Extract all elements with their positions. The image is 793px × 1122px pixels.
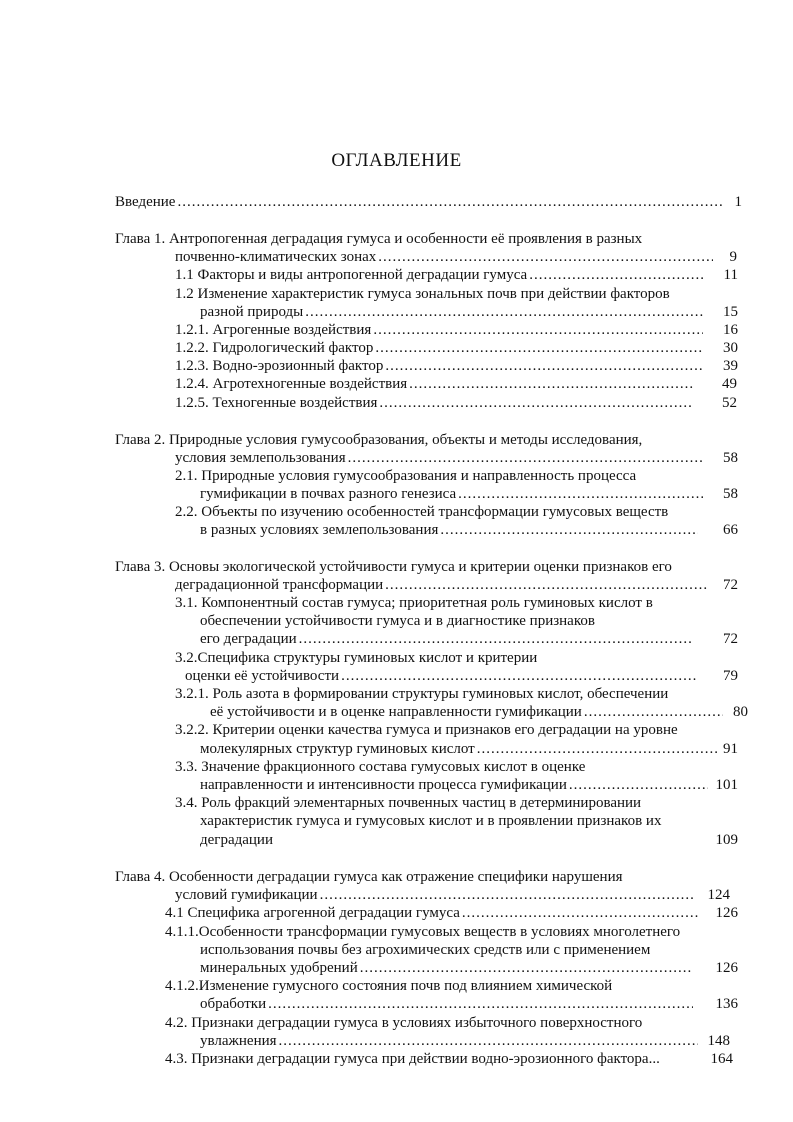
toc-entry-3-3: 3.3. Значение фракционного состава гумусовых кислот в оценке [175, 759, 586, 775]
toc-entry-2-2: 2.2. Объекты по изучению особенностей трансформации гумусовых веществ [175, 504, 669, 520]
toc-page-number: 52 [722, 395, 737, 411]
chapter-2-heading: Глава 2. Природные условия гумусообразования, объекты и методы исследования, [115, 432, 643, 448]
chapter-3-heading: Глава 3. Основы экологической устойчивости гумуса и критерии оценки признаков его [115, 559, 672, 575]
toc-entry-3-4-cont: деградации [200, 832, 273, 848]
toc-entry-4-2: 4.2. Признаки деградации гумуса в условиях избыточного поверхностного [165, 1015, 643, 1031]
toc-entry-3-1-line2: обеспечении устойчивости гумуса и в диагностике признаков [200, 613, 595, 629]
toc-entry-3-4: 3.4. Роль фракций элементарных почвенных частиц в детерминировании [175, 795, 642, 811]
chapter-4-heading-cont: условий гумификации ..... [175, 886, 695, 904]
toc-entry-1-2-3: 1.2.3. Водно-эрозионный фактор ..... [175, 357, 705, 375]
toc-page-number: 164 [710, 1051, 733, 1067]
toc-entry-4-1-2: 4.1.2.Изменение гумусного состояния почв под влиянием химической [165, 978, 613, 994]
toc-page-number: 15 [723, 304, 738, 320]
toc-page-number: 136 [715, 996, 738, 1012]
toc-entry-3-1-cont: его деградации ..... [200, 630, 695, 648]
toc-entry-1-2-2: 1.2.2. Гидрологический фактор ..... [175, 339, 705, 357]
toc-entry-3-2-2: 3.2.2. Критерии оценки качества гумуса и признаков его деградации на уровне [175, 722, 678, 738]
toc-entry-1-2-cont: разной природы ..... [200, 303, 705, 321]
toc-entry-3-2-1-cont: её устойчивости и в оценке направленности гумификации ..... [210, 703, 725, 721]
toc-entry-1-2-4: 1.2.4. Агротехногенные воздействия ..... [175, 375, 695, 393]
toc-entry-4-3: 4.3. Признаки деградации гумуса при действии водно-эрозионного фактора... [165, 1051, 660, 1067]
page-title: ОГЛАВЛЕНИЕ [331, 150, 462, 171]
toc-page-number: 39 [723, 358, 738, 374]
toc-page-number: 30 [723, 340, 738, 356]
toc-entry-label: Введение [115, 194, 176, 210]
toc-page-number: 101 [715, 777, 738, 793]
toc-page-number: 126 [715, 905, 738, 921]
toc-entry-3-2-1: 3.2.1. Роль азота в формировании структуры гуминовых кислот, обеспечении [175, 686, 669, 702]
toc-entry-4-1-1-cont: минеральных удобрений ..... [200, 959, 695, 977]
toc-page-number: 109 [715, 832, 738, 848]
toc-entry-3-1: 3.1. Компонентный состав гумуса; приоритетная роль гуминовых кислот в [175, 595, 653, 611]
toc-entry-3-2-2-cont: молекулярных структур гуминовых кислот ..... [200, 740, 720, 758]
toc-entry-1-2-1: 1.2.1. Агрогенные воздействия ..... [175, 321, 705, 339]
toc-page-number: 16 [723, 322, 738, 338]
toc-page-number: 58 [723, 486, 738, 502]
toc-page-number: 126 [715, 960, 738, 976]
toc-page-number: 79 [723, 668, 738, 684]
toc-page-number: 124 [707, 887, 730, 903]
chapter-1-heading-cont: почвенно-климатических зонах ..... [175, 248, 715, 266]
toc-entry-4-1-1-line2: использования почвы без агрохимических средств или с применением [200, 942, 651, 958]
toc-entry-4-2-cont: увлажнения ..... [200, 1032, 700, 1050]
toc-page-number: 72 [723, 631, 738, 647]
toc-entry-3-4-line2: характеристик гумуса и гумусовых кислот и в проявлении признаков их [200, 813, 662, 829]
toc-page-number: 80 [733, 704, 748, 720]
toc-entry-2-1-cont: гумификации в почвах разного генезиса ..... [200, 485, 705, 503]
toc-entry-1-2-5: 1.2.5. Техногенные воздействия ..... [175, 394, 695, 412]
toc-page-number: 148 [707, 1033, 730, 1049]
toc-entry-2-1: 2.1. Природные условия гумусообразования и направленность процесса [175, 468, 637, 484]
toc-entry-3-2-cont: оценки её устойчивости ..... [185, 667, 700, 685]
toc-entry-1-1: 1.1 Факторы и виды антропогенной деградации гумуса ..... [175, 266, 705, 284]
toc-entry-3-2: 3.2.Специфика структуры гуминовых кислот и критерии [175, 650, 538, 666]
toc-page-number: 72 [723, 577, 738, 593]
toc-page-number: 58 [723, 450, 738, 466]
toc-entry-4-1-2-cont: обработки ..... [200, 995, 695, 1013]
toc-entry-3-3-cont: направленности и интенсивности процесса гумификации ..... [200, 776, 710, 794]
toc-page-number: 66 [723, 522, 738, 538]
chapter-1-heading: Глава 1. Антропогенная деградация гумуса и особенности её проявления в разных [115, 231, 643, 247]
chapter-3-heading-cont: деградационной трансформации ..... [175, 576, 710, 594]
toc-page-number: 9 [729, 249, 737, 265]
chapter-2-heading-cont: условия землепользования ..... [175, 449, 705, 467]
toc-page-number: 91 [723, 741, 738, 757]
toc-entry-intro [115, 193, 725, 211]
toc-entry-4-1-1: 4.1.1.Особенности трансформации гумусовых веществ в условиях многолетнего [165, 924, 681, 940]
toc-entry-2-2-cont: в разных условиях землепользования ..... [200, 521, 700, 539]
chapter-4-heading: Глава 4. Особенности деградации гумуса как отражение специфики нарушения [115, 869, 623, 885]
toc-page-number: 49 [722, 376, 737, 392]
toc-page-number: 11 [723, 267, 738, 283]
toc-entry-1-2: 1.2 Изменение характеристик гумуса зональных почв при действии факторов [175, 286, 670, 302]
toc-entry-4-1: 4.1 Специфика агрогенной деградации гумуса ..... [165, 904, 700, 922]
toc-page-number: 1 [734, 194, 742, 210]
